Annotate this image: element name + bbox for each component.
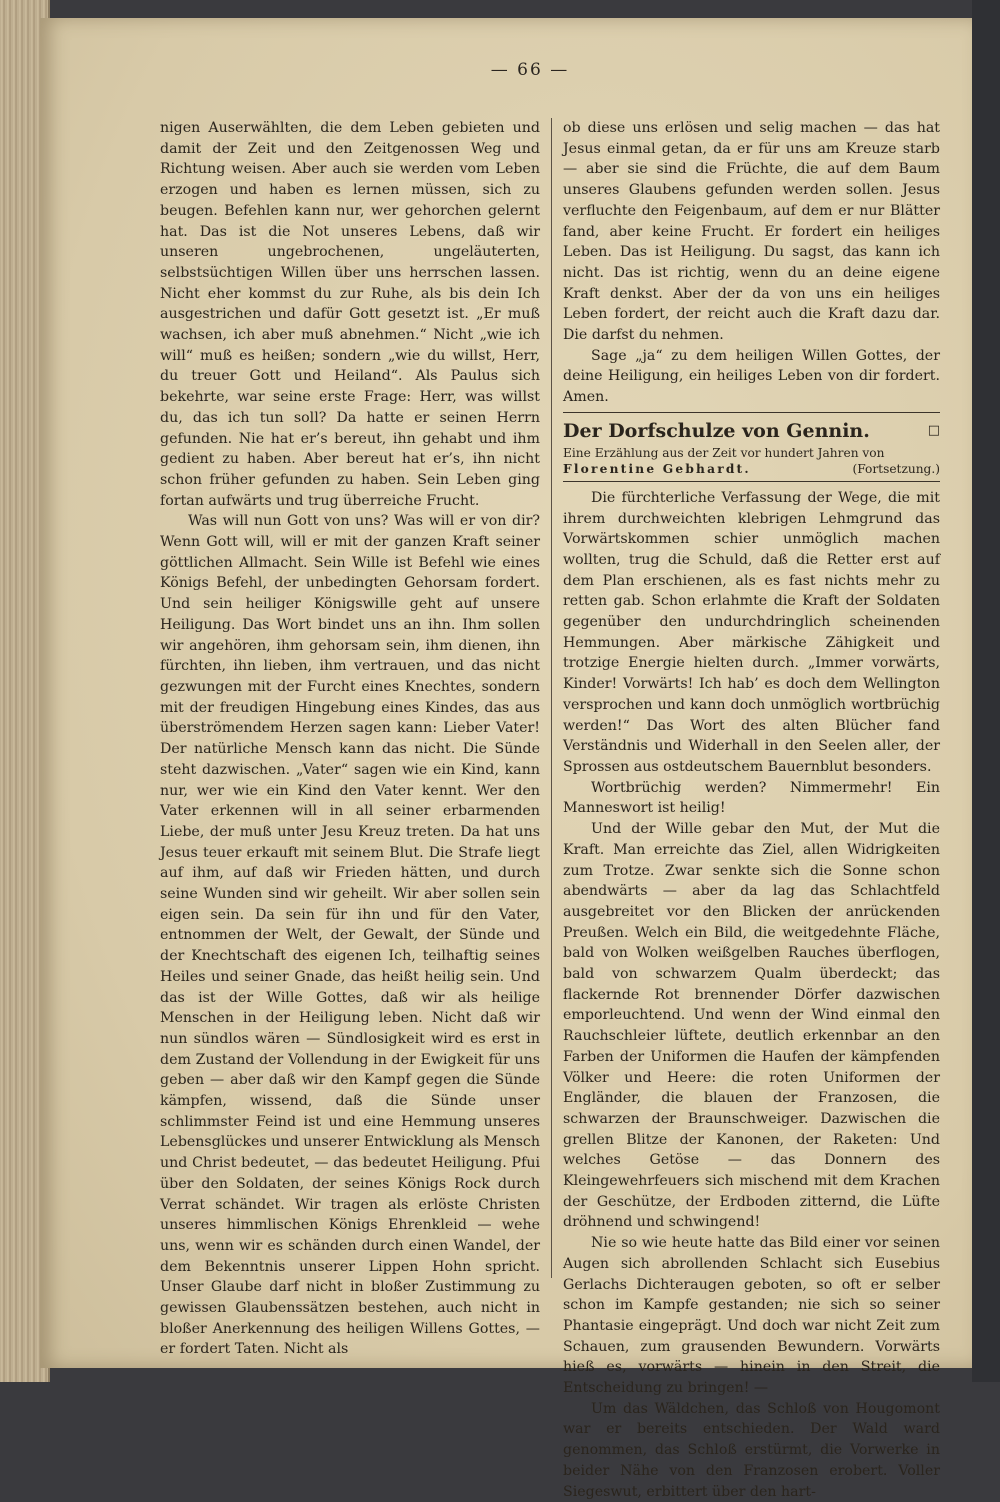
right-column [563, 118, 940, 1502]
column-divider [551, 118, 552, 1278]
paragraph: Sage „ja“ zu dem heiligen Willen Gottes, der deine Heiligung, ein heiliges Leben von dir fordert. Amen. [563, 347, 940, 406]
paragraph: Und der Wille gebar den Mut, der Mut die Kraft. Man erreichte das Ziel, allen Widrigkeiten zum Trotze. Zwar senkte sich die Sonne schon abendwärts — aber da lag das Schlachtfeld ausgebreitet vor den Blicken der anrückenden Preußen. Welch ein Bild, die weitgedehnte Fläche, bald von Wolken weißgelben Rauches überflogen, bald von schwarzem Qualm überdeckt; das flackernde Rot brennender Dörfer dazwischen emporleuchtend. Und wenn der Wind einmal den Rauchschleier lüftete, deutlich erkennbar an den Farben der Uniformen die Haufen der kämpfenden Völker und Heere: die roten Uniformen der Engländer, die blauen der Franzosen, die schwarzen der Braunschweiger. Dazwischen die grellen Blitze der Kanonen, der Raketen: Und welches Getöse — das Donnern des Kleingewehrfeuers sich mischend mit dem Krachen der Geschütze, der Erdboden zitternd, die Lüfte dröhnend und schwingend! [563, 821, 940, 1231]
story-title: Der Dorfschulze von Gennin. [563, 419, 870, 442]
paragraph: Die fürchterliche Verfassung der Wege, die mit ihrem durchweichten klebrigen Lehmgrund das Vorwärtskommen schier unmöglich machen wollten, trug die Schuld, daß die Retter erst auf dem Plan erschienen, als es fast nichts mehr zu retten gab. Schon erlahmte die Kraft der Soldaten gegenüber den undurchdringlich scheinenden Hemmungen. Aber märkische Zähigkeit und trotzige Energie hielten durch. „Immer vorwärts, Kinder! Vorwärts! Ich hab’ es doch dem Wellington versprochen und kann doch unmöglich wortbrüchig werden!“ Das Wort des alten Blücher fand Verständnis und Widerhall in den Seelen aller, der Sprossen aus ostdeutschem Bauernblut besonders. [563, 489, 940, 775]
paragraph: ob diese uns erlösen und selig machen — das hat Jesus einmal getan, da er für uns am Kreuze starb — aber sie sind die Früchte, die auf dem Baum unseres Glaubens gefunden werden sollen. Jesus verfluchte den Feigenbaum, auf dem er nur Blätter fand, aber keine Frucht. Er fordert ein heiliges Leben. Das ist Heiligung. Du sagst, das kann ich nicht. Das ist richtig, wenn du an deine eigene Kraft denkst. Aber der da von uns ein heiliges Leben fordert, der reicht auch die Kraft dazu dar. Die darfst du nehmen. [563, 120, 940, 344]
paragraph: nigen Auserwählten, die dem Leben gebieten und damit der Zeit und den Zeitgenossen Weg und Richtung weisen. Aber auch sie werden vom Leben erzogen und haben es lernen müssen, sich zu beugen. Befehlen kann nur, wer gehorchen gelernt hat. Das ist die Not unseres Lebens, daß wir unseren ungebrochenen, ungeläuterten, selbstsüchtigen Willen über uns herrschen lassen. Nicht eher kommst du zur Ruhe, als bis dein Ich ausgestrichen und dafür Gott gesetzt ist. „Er muß wachsen, ich aber muß abnehmen.“ Nicht „wie ich will“ muß es heißen; sondern „wie du willst, Herr, du treuer Gott und Heiland“. Als Paulus sich bekehrte, war seine erste Frage: Herr, was willst du, das ich tun soll? Da hatte er seinen Herrn gefunden. Nie hat er’s bereut, ihn gehabt und ihm gedient zu haben. Aber bereut hat er’s, ihn nicht schon früher gefunden zu haben. Sein Leben ging fortan aufwärts und trug überreiche Frucht. [160, 120, 540, 509]
story-subtitle [563, 445, 940, 477]
subtitle-line: Eine Erzählung aus der Zeit vor hundert Jahren von [563, 445, 885, 460]
section-rule [563, 412, 940, 413]
author-row [563, 461, 940, 477]
paragraph: Um das Wäldchen, das Schloß von Hougomont war er bereits entschieden. Der Wald ward genommen, das Schloß erstürmt, die Vorwerke in beider Nähe von den Franzosen erobert. Voller Siegeswut, erbittert über den hart- [563, 1400, 940, 1500]
paragraph: Was will nun Gott von uns? Was will er von dir? Wenn Gott will, will er mit der ganzen Kraft seiner göttlichen Allmacht. Sein Wille ist Befehl wie eines Königs Befehl, der unbedingten Gehorsam fordert. Und sein heiliger Königswille geht auf unsere Heiligung. Das Wort bindet uns an ihn. Ihm sollen wir angehören, ihm gehorsam sein, ihm dienen, ihn fürchten, ihn lieben, ihm vertrauen, und das nicht gezwungen mit der Furcht eines Knechtes, sondern mit der freudigen Hingebung eines Kindes, das aus überströmendem Herzen sagen kann: Lieber Vater! Der natürliche Mensch kann das nicht. Die Sünde steht dazwischen. „Vater“ sagen wie ein Kind, kann nur, wer wie ein Kind den Vater kennt. Wer den Vater erkennen will in all seiner erbarmenden Liebe, der muß unter Jesu Kreuz treten. Da hat uns Jesus teuer erkauft mit seinem Blut. Die Strafe liegt auf ihm, auf daß wir Frieden hätten, und durch seine Wunden sind wir geheilt. Wir aber sollen sein eigen sein. Da sein für ihn und für den Vater, entnommen der Welt, der Gewalt, der Sünde und der Knechtschaft des eigenen Ich, teilhaftig seines Heiles und seiner Gnade, das heißt heilig sein. Und das ist der Wille Gottes, daß wir als heilige Menschen in der Heiligung leben. Nicht daß wir nun sündlos wären — Sündlosigkeit wird es erst in dem Zustand der Vollendung in der Ewigkeit für uns geben — aber daß wir den Kampf gegen die Sünde kämpfen, wissend, daß die Sünde unser schlimmster Feind ist und eine Hemmung unseres Lebensglückes und unserer Entwicklung als Mensch und Christ bedeutet, — das bedeutet Heiligung. Pfui über den Soldaten, der seines Königs Rock durch Verrat schändet. Wir tragen als erlöste Christen unseres himmlischen Königs Ehrenkleid — wehe uns, wenn wir es schänden durch einen Wandel, der dem Bekenntnis unserer Lippen Hohn spricht. Unser Glaube darf nicht in bloßer Zustimmung zu gewissen Glaubenssätzen bestehen, auch nicht in bloßer Anerkennung des heiligen Willens Gottes, — er fordert Taten. Nicht als [160, 513, 540, 1358]
left-column [160, 118, 540, 1360]
square-ornament-icon: □ [927, 422, 940, 438]
scan-background-strip [972, 0, 1000, 1382]
paragraph: Nie so wie heute hatte das Bild einer vor seinen Augen sich abrollenden Schlacht sich Eusebius Gerlachs Dichteraugen geboten, so oft er selber schon im Kampfe gestanden; nie sich so seiner Phantasie eingeprägt. Und doch war nicht Zeit zum Schauen, zum grausenden Bewundern. Vorwärts hieß es, vorwärts — hinein in den Streit, die Entscheidung zu bringen! — [563, 1235, 940, 1397]
paragraph: Wortbrüchig werden? Nimmermehr! Ein Manneswort ist heilig! [563, 779, 940, 817]
author-name: Florentine Gebhardt. [563, 461, 751, 476]
continuation-note: (Fortsetzung.) [852, 461, 940, 476]
section-rule [563, 481, 940, 482]
page-number: — 66 — [490, 60, 570, 80]
story-title-row [563, 419, 940, 443]
